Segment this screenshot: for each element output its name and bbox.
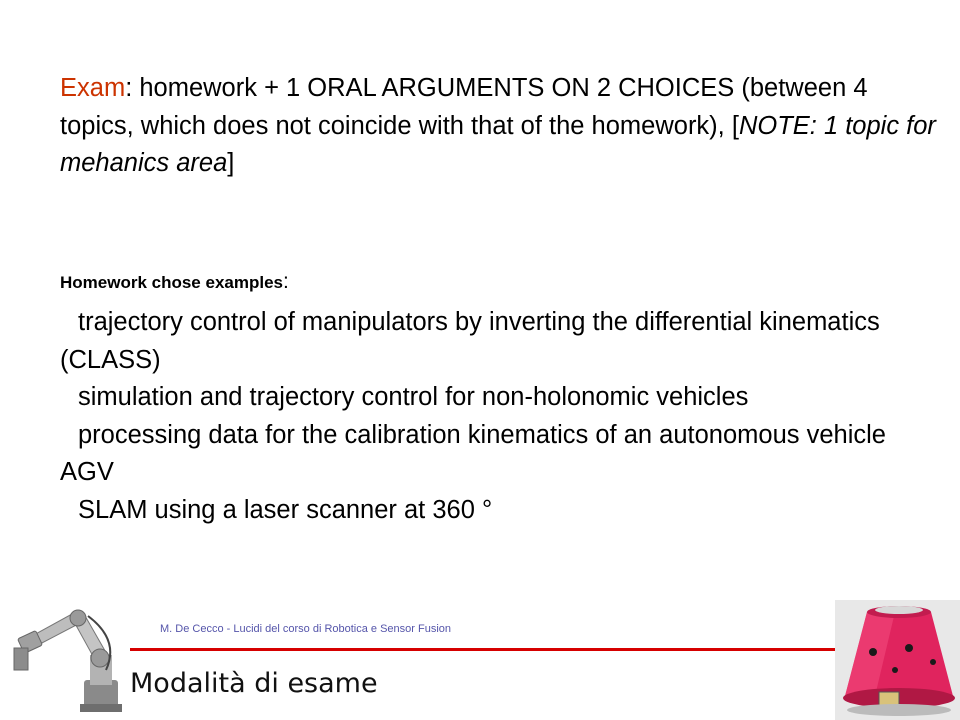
list-item: processing data for the calibration kinematics of an autonomous vehicle AGV [60, 420, 886, 486]
homework-examples-list [60, 304, 920, 529]
homework-heading [60, 270, 289, 295]
list-item: simulation and trajectory control for non-holonomic vehicles [78, 383, 749, 411]
list-item: trajectory control of manipulators by inverting the differential kinematics (CLASS) [60, 308, 880, 374]
exam-text-part1: : homework + 1 ORAL ARGUMENTS ON 2 CHOICES (between 4 topics, which does not coincide with that of the homework), [ [60, 74, 868, 140]
mobile-robot-icon [835, 600, 960, 720]
exam-label: Exam [60, 74, 126, 102]
footer-credit: M. De Cecco - Lucidi del corso di Robotica e Sensor Fusion [160, 623, 452, 635]
robot-arm-icon [10, 600, 130, 715]
list-item: SLAM using a laser scanner at 360 ° [78, 495, 493, 524]
homework-heading-text: Homework chose examples [60, 273, 283, 292]
slide-section-title: Modalità di esame [130, 668, 378, 699]
exam-note: NOTE: 1 topic for mehanics area [60, 111, 936, 177]
exam-description [60, 70, 940, 183]
homework-heading-colon: : [282, 270, 289, 293]
footer-divider [130, 648, 835, 651]
exam-text-part2: ] [227, 149, 235, 177]
